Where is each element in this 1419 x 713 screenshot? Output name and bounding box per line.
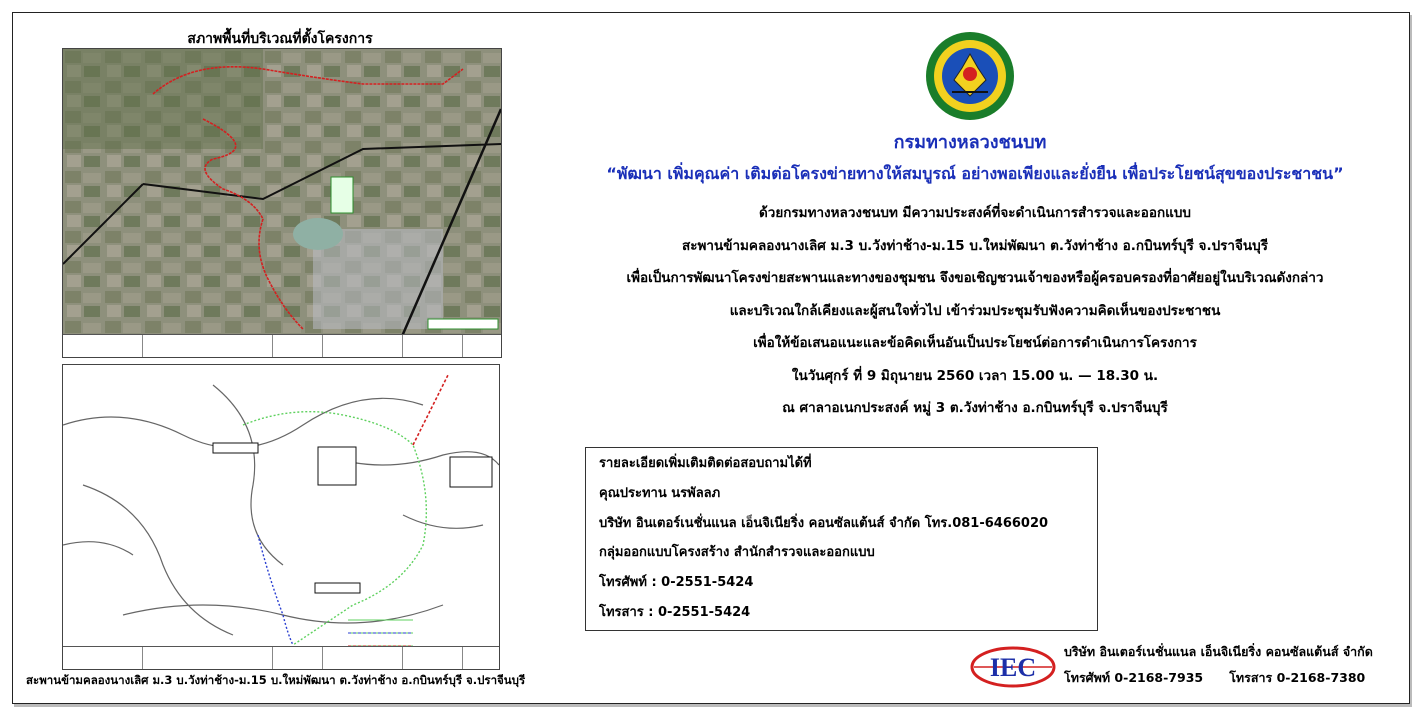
contact-heading: รายละเอียดเพิ่มเติมติดต่อสอบถามได้ที่ bbox=[599, 456, 812, 471]
iec-logo-text: IEC bbox=[989, 653, 1037, 682]
map-caption: สะพานข้ามคลองนางเลิศ ม.3 บ.วังท่าช้าง-ม.15 บ.ใหม่พัฒนา ต.วังท่าช้าง อ.กบินทร์บุรี จ.ปราจีนบุรี bbox=[26, 673, 526, 687]
meeting-venue-line: ณ ศาลาอเนกประสงค์ หมู่ 3 ต.วังท่าช้าง อ.กบินทร์บุรี จ.ปราจีนบุรี bbox=[782, 400, 1168, 416]
satellite-map-image bbox=[62, 48, 502, 358]
satellite-map-drawing bbox=[63, 49, 501, 357]
contact-person: คุณประทาน นรพัลลภ bbox=[599, 485, 721, 501]
route-map-title-block bbox=[63, 646, 499, 669]
company-phones: โทรศัพท์ 0-2168-7935 โทรสาร 0-2168-7380 bbox=[1064, 670, 1366, 685]
map-section-title: สภาพพื้นที่บริเวณที่ตั้งโครงการ bbox=[187, 31, 373, 47]
satellite-map-title-block bbox=[63, 334, 501, 357]
department-name: กรมทางหลวงชนบท bbox=[893, 132, 1047, 153]
announcement-line: สะพานข้ามคลองนางเลิศ ม.3 บ.วังท่าช้าง-ม.15 บ.ใหม่พัฒนา ต.วังท่าช้าง อ.กบินทร์บุรี จ.ปราจีนบุรี bbox=[682, 237, 1268, 254]
seal-graphic bbox=[924, 30, 1016, 122]
contact-company: บริษัท อินเตอร์เนชั่นแนล เอ็นจิเนียริ่ง คอนซัลแต้นส์ จำกัด โทร.081-6466020 bbox=[599, 515, 1049, 531]
announcement-text bbox=[540, 205, 1410, 433]
iec-logo bbox=[970, 646, 1056, 688]
meeting-date-line: ในวันศุกร์ ที่ 9 มิถุนายน 2560 เวลา 15.00 น. — 18.30 น. bbox=[791, 367, 1159, 384]
contact-division: กลุ่มออกแบบโครงสร้าง สำนักสำรวจและออกแบบ bbox=[599, 545, 875, 561]
department-slogan: “พัฒนา เพิ่มคุณค่า เติมต่อโครงข่ายทางให้สมบูรณ์ อย่างพอเพียงและยั่งยืน เพื่อประโยชน์สุขของประชาชน” bbox=[606, 164, 1344, 183]
company-footer bbox=[1064, 644, 1404, 696]
department-of-rural-roads-seal-icon bbox=[924, 30, 1016, 122]
iec-logo-graphic bbox=[970, 646, 1056, 688]
contact-info-box bbox=[585, 447, 1098, 631]
announcement-line: ด้วยกรมทางหลวงชนบท มีความประสงค์ที่จะดำเนินการสำรวจและออกแบบ bbox=[759, 205, 1191, 221]
announcement-line: และบริเวณใกล้เคียงและผู้สนใจทั่วไป เข้าร่วมประชุมรับฟังความคิดเห็นของประชาชน bbox=[729, 302, 1221, 319]
contact-phone: โทรศัพท์ : 0-2551-5424 bbox=[599, 575, 754, 591]
announcement-line: เพื่อเป็นการพัฒนาโครงข่ายสะพานและทางของชุมชน จึงขอเชิญชวนเจ้าของหรือผู้ครอบครองที่อาศัยอยู่ในบริเวณดังกล่าว bbox=[626, 270, 1324, 286]
route-line-map-drawing bbox=[63, 365, 499, 669]
route-line-map bbox=[62, 364, 500, 670]
company-name: บริษัท อินเตอร์เนชั่นแนล เอ็นจิเนียริ่ง คอนซัลแต้นส์ จำกัด bbox=[1064, 644, 1373, 659]
announcement-line: เพื่อให้ข้อเสนอแนะและข้อคิดเห็นอันเป็นประโยชน์ต่อการดำเนินการโครงการ bbox=[753, 335, 1197, 351]
contact-fax: โทรสาร : 0-2551-5424 bbox=[599, 604, 751, 620]
